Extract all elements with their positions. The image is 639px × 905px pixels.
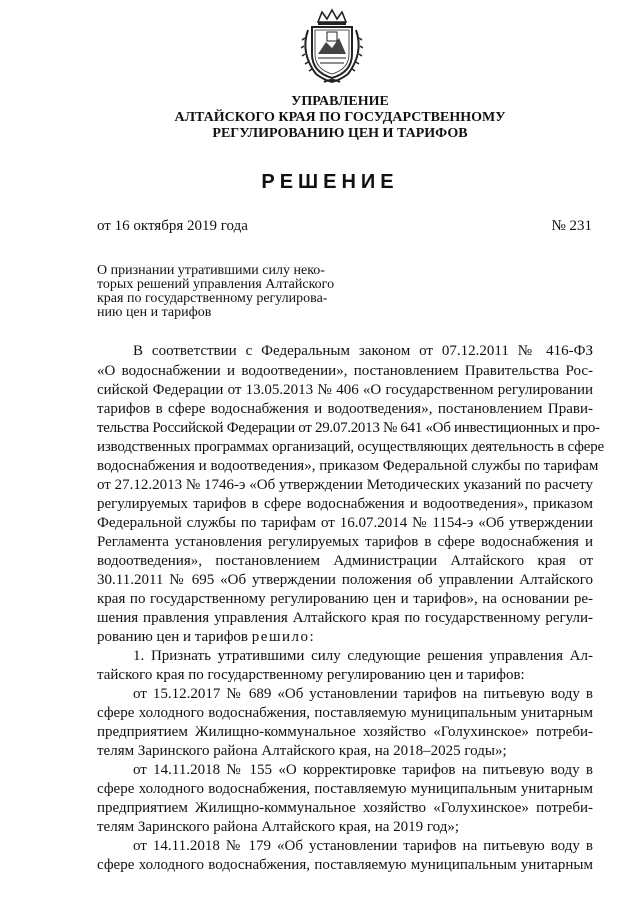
subject-line: торых решений управления Алтайского xyxy=(97,277,335,292)
body-line xyxy=(97,628,593,646)
body-line: предприятием Жилищно-коммунальное хозяйство «Голухинское» потреби- xyxy=(97,800,593,816)
body-line: сфере холодного водоснабжения, поставляемую муниципальным унитарным xyxy=(97,781,593,797)
body-line: телям Заринского района Алтайского края, на 2018–2025 годы»; xyxy=(97,743,507,759)
body-line: сийской Федерации от 13.05.2013 № 406 «О государственном регулировании xyxy=(97,382,593,398)
subject-line: О признании утратившими силу неко- xyxy=(97,263,325,278)
resolution-keyword: решило xyxy=(251,629,310,645)
body-line: изводственных программах организаций, осуществляющих деятельность в сфере xyxy=(97,439,605,455)
document-date: от 16 октября 2019 года xyxy=(97,218,248,234)
body-line: водоотведения», постановлением Администрации Алтайского края от xyxy=(97,553,593,569)
document-title: РЕШЕНИЕ xyxy=(261,171,399,193)
document-subject xyxy=(97,264,367,320)
body-line: водоснабжения и водоотведения», приказом Федеральной службы по тарифам xyxy=(97,458,599,474)
body-line: 30.11.2011 № 695 «Об утверждении положения об управлении Алтайского xyxy=(97,572,593,588)
body-line-text: : xyxy=(309,629,314,645)
subject-line: края по государственному регулирова- xyxy=(97,291,328,306)
body-line: края по государственному регулированию цен и тарифов», на основании ре- xyxy=(97,591,593,607)
body-line: от 14.11.2018 № 179 «Об установлении тарифов на питьевую воду в xyxy=(133,838,593,854)
body-line: тарифов в сфере водоснабжения и водоотведения», постановлением Прави- xyxy=(97,401,593,417)
coat-of-arms-emblem xyxy=(296,8,368,86)
body-line: регулируемых тарифов в сфере водоснабжения и водоотведения», приказом xyxy=(97,496,593,512)
body-line: тельства Российской Федерации от 29.07.2013 № 641 «Об инвестиционных и про- xyxy=(97,420,600,436)
document-number: № 231 xyxy=(551,218,592,234)
body-line: «О водоснабжении и водоотведении», постановлением Правительства Рос- xyxy=(97,363,593,379)
body-line: от 14.11.2018 № 155 «О корректировке тарифов на питьевую воду в xyxy=(133,762,593,778)
body-line-text: рованию цен и тарифов xyxy=(97,629,252,645)
body-line: В соответствии с Федеральным законом от 07.12.2011 № 416-ФЗ xyxy=(133,343,593,359)
body-line: тайского края по государственному регулированию цен и тарифов: xyxy=(97,667,525,683)
authority-name-line-3: РЕГУЛИРОВАНИЮ ЦЕН И ТАРИФОВ xyxy=(212,126,468,141)
body-line: предприятием Жилищно-коммунальное хозяйство «Голухинское» потреби- xyxy=(97,724,593,740)
subject-line: нию цен и тарифов xyxy=(97,305,212,320)
body-line: Федеральной службы по тарифам от 16.07.2014 № 1154-э «Об утверждении xyxy=(97,515,593,531)
body-line: от 15.12.2017 № 689 «Об установлении тарифов на питьевую воду в xyxy=(133,686,593,702)
body-line: от 27.12.2013 № 1746-э «Об утверждении Методических указаний по расчету xyxy=(97,477,593,493)
body-line: 1. Признать утратившими силу следующие решения управления Ал- xyxy=(133,648,593,664)
body-line: сфере холодного водоснабжения, поставляемую муниципальным унитарным xyxy=(97,705,593,721)
body-line: телям Заринского района Алтайского края, на 2019 год»; xyxy=(97,819,460,835)
body-line: сфере холодного водоснабжения, поставляемую муниципальным унитарным xyxy=(97,857,593,873)
body-line: шения правления управления Алтайского края по государственному регули- xyxy=(97,610,593,626)
body-line: Регламента установления регулируемых тарифов в сфере водоснабжения и xyxy=(97,534,593,550)
authority-name-line-1: УПРАВЛЕНИЕ xyxy=(291,94,389,109)
authority-name-line-2: АЛТАЙСКОГО КРАЯ ПО ГОСУДАРСТВЕННОМУ xyxy=(174,110,506,125)
